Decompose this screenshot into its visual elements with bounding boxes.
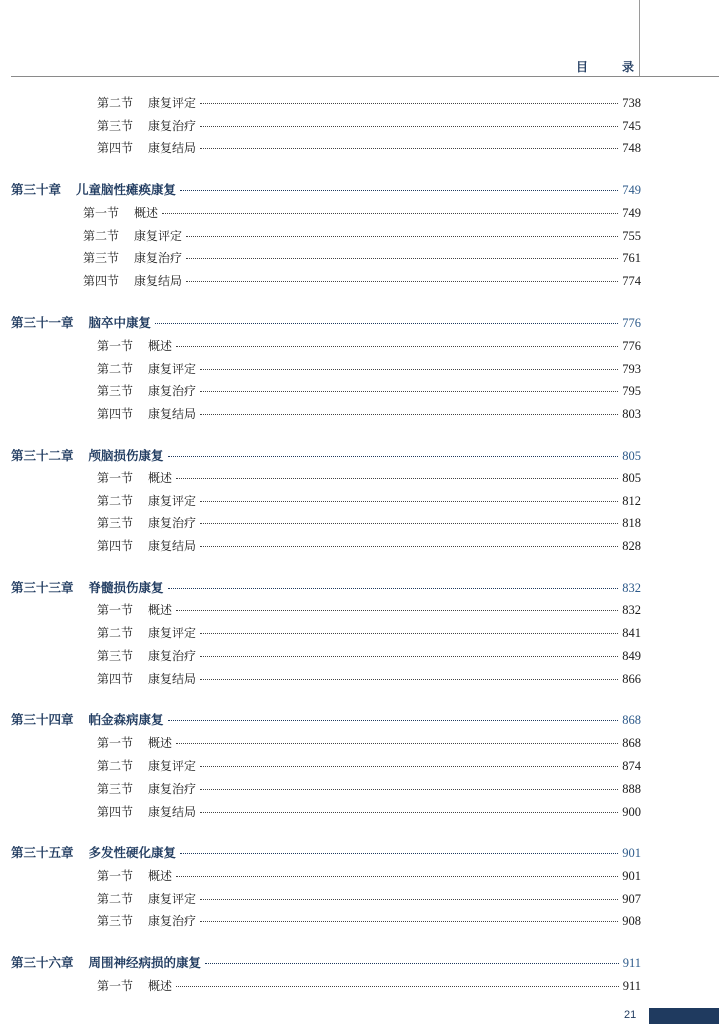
toc-entry-title: 概述 xyxy=(134,206,159,220)
leader-dots xyxy=(168,719,619,721)
toc-entry-page: 745 xyxy=(622,119,641,133)
toc-entry-title: 康复结局 xyxy=(148,407,197,421)
leader-dots xyxy=(200,102,618,104)
leader-dots xyxy=(200,920,618,922)
toc-entry-number: 第四节 xyxy=(97,539,134,553)
toc-entry-page: 841 xyxy=(622,626,641,640)
toc-entry-title: 概述 xyxy=(148,339,173,353)
toc-entry-page: 868 xyxy=(622,736,641,750)
toc-section-entry[interactable] xyxy=(97,600,641,620)
toc-entry-number: 第四节 xyxy=(97,141,134,155)
toc-chapter-entry[interactable] xyxy=(11,843,641,863)
toc-entry-number: 第三十二章 xyxy=(11,448,74,463)
toc-chapter-entry[interactable] xyxy=(11,446,641,466)
page-title xyxy=(576,58,634,75)
leader-dots xyxy=(180,189,618,191)
leader-dots xyxy=(200,632,618,634)
toc-entry-title: 康复评定 xyxy=(148,494,197,508)
leader-dots xyxy=(176,477,618,479)
toc-entry-number: 第一节 xyxy=(97,603,134,617)
toc-entry-title: 儿童脑性瘫痪康复 xyxy=(76,182,177,197)
toc-entry-number: 第三节 xyxy=(97,782,134,796)
toc-entry-page: 812 xyxy=(622,494,641,508)
toc-entry-page: 828 xyxy=(622,539,641,553)
header-horizontal-rule xyxy=(11,76,719,77)
toc-entry-page: 911 xyxy=(622,979,641,993)
toc-entry-number: 第三十章 xyxy=(11,182,62,197)
toc-section-entry[interactable] xyxy=(97,93,641,113)
toc-entry-number: 第三节 xyxy=(97,516,134,530)
leader-dots xyxy=(200,147,618,149)
toc-entry-page: 774 xyxy=(622,274,641,288)
toc-entry-number: 第四节 xyxy=(97,407,134,421)
toc-entry-title: 颅脑损伤康复 xyxy=(88,448,164,463)
leader-dots xyxy=(176,985,619,987)
toc-entry-title: 脊髓损伤康复 xyxy=(88,580,164,595)
toc-entry-page: 908 xyxy=(622,914,641,928)
leader-dots xyxy=(200,368,618,370)
leader-dots xyxy=(168,455,619,457)
toc-entry-number: 第四节 xyxy=(97,672,134,686)
toc-section-entry[interactable] xyxy=(97,381,641,401)
toc-entry-page: 901 xyxy=(622,869,641,883)
leader-dots xyxy=(200,125,618,127)
toc-entry-title: 康复结局 xyxy=(148,539,197,553)
leader-dots xyxy=(200,655,618,657)
toc-entry-number: 第三十三章 xyxy=(11,580,74,595)
toc-entry-title: 康复治疗 xyxy=(148,649,197,663)
toc-section-entry[interactable] xyxy=(97,802,641,822)
toc-entry-page: 795 xyxy=(622,384,641,398)
leader-dots xyxy=(200,522,618,524)
toc-entry-title: 康复治疗 xyxy=(148,516,197,530)
toc-entry-number: 第四节 xyxy=(83,274,120,288)
toc-entry-page: 832 xyxy=(622,581,641,595)
toc-entry-number: 第三节 xyxy=(97,119,134,133)
toc-entry-number: 第二节 xyxy=(97,892,134,906)
toc-entry-title: 康复治疗 xyxy=(134,251,183,265)
toc-chapter-entry[interactable] xyxy=(11,578,641,598)
toc-entry-number: 第一节 xyxy=(97,471,134,485)
toc-section-entry[interactable] xyxy=(97,911,641,931)
toc-chapter-entry[interactable] xyxy=(11,953,641,973)
toc-entry-title: 概述 xyxy=(148,736,173,750)
toc-entry-title: 概述 xyxy=(148,869,173,883)
toc-section-entry[interactable] xyxy=(97,359,641,379)
toc-entry-number: 第一节 xyxy=(97,869,134,883)
leader-dots xyxy=(200,811,618,813)
leader-dots xyxy=(200,788,618,790)
toc-entry-number: 第三节 xyxy=(83,251,120,265)
toc-entry-page: 738 xyxy=(622,96,641,110)
leader-dots xyxy=(168,587,619,589)
toc-entry-title: 康复评定 xyxy=(148,626,197,640)
toc-entry-page: 776 xyxy=(622,339,641,353)
toc-entry-page: 748 xyxy=(622,141,641,155)
toc-entry-number: 第二节 xyxy=(97,626,134,640)
leader-dots xyxy=(200,678,618,680)
toc-entry-page: 849 xyxy=(622,649,641,663)
toc-section-entry[interactable] xyxy=(83,271,641,291)
toc-entry-number: 第三十六章 xyxy=(11,955,74,970)
toc-entry-title: 康复结局 xyxy=(148,805,197,819)
toc-entry-number: 第三十四章 xyxy=(11,712,74,727)
toc-entry-page: 749 xyxy=(622,206,641,220)
toc-entry-number: 第三节 xyxy=(97,649,134,663)
toc-chapter-entry[interactable] xyxy=(11,180,641,200)
toc-section-entry[interactable] xyxy=(97,138,641,158)
toc-entry-number: 第一节 xyxy=(97,979,134,993)
leader-dots xyxy=(200,500,618,502)
toc-section-entry[interactable] xyxy=(97,646,641,666)
leader-dots xyxy=(186,280,618,282)
toc-entry-number: 第三节 xyxy=(97,384,134,398)
toc-section-entry[interactable] xyxy=(83,226,641,246)
toc-section-entry[interactable] xyxy=(97,513,641,533)
toc-entry-page: 911 xyxy=(622,956,641,970)
toc-section-entry[interactable] xyxy=(97,866,641,886)
toc-entry-title: 康复评定 xyxy=(148,892,197,906)
toc-section-entry[interactable] xyxy=(97,336,641,356)
leader-dots xyxy=(200,390,618,392)
toc-entry-number: 第二节 xyxy=(97,494,134,508)
toc-entry-title: 概述 xyxy=(148,471,173,485)
toc-entry-page: 818 xyxy=(622,516,641,530)
leader-dots xyxy=(186,235,618,237)
leader-dots xyxy=(200,898,618,900)
toc-entry-title: 脑卒中康复 xyxy=(88,315,152,330)
toc-section-entry[interactable] xyxy=(97,116,641,136)
toc-entry-title: 康复治疗 xyxy=(148,119,197,133)
toc-section-entry[interactable] xyxy=(97,733,641,753)
toc-entry-title: 康复评定 xyxy=(148,96,197,110)
page-title-char-1: 目 xyxy=(576,60,589,74)
leader-dots xyxy=(200,545,618,547)
toc-entry-page: 793 xyxy=(622,362,641,376)
toc-entry-page: 749 xyxy=(622,183,641,197)
toc-entry-title: 康复评定 xyxy=(148,759,197,773)
toc-entry-number: 第一节 xyxy=(97,339,134,353)
toc-chapter-entry[interactable] xyxy=(11,710,641,730)
toc-entry-number: 第三节 xyxy=(97,914,134,928)
toc-entry-number: 第一节 xyxy=(97,736,134,750)
toc-entry-number: 第四节 xyxy=(97,805,134,819)
toc-entry-page: 888 xyxy=(622,782,641,796)
toc-section-entry[interactable] xyxy=(83,248,641,268)
toc-entry-page: 868 xyxy=(622,713,641,727)
toc-entry-number: 第二节 xyxy=(83,229,120,243)
toc-entry-title: 康复治疗 xyxy=(148,384,197,398)
toc-section-entry[interactable] xyxy=(97,669,641,689)
toc-entry-title: 康复结局 xyxy=(148,672,197,686)
toc-entry-title: 康复结局 xyxy=(148,141,197,155)
toc-entry-page: 776 xyxy=(622,316,641,330)
toc-entry-page: 866 xyxy=(622,672,641,686)
toc-chapter-entry[interactable] xyxy=(11,313,641,333)
toc-section-entry[interactable] xyxy=(97,779,641,799)
leader-dots xyxy=(180,852,618,854)
toc-entry-number: 第三十五章 xyxy=(11,845,74,860)
toc-section-entry[interactable] xyxy=(97,756,641,776)
leader-dots xyxy=(176,742,618,744)
leader-dots xyxy=(205,962,619,964)
toc-entry-number: 第一节 xyxy=(83,206,120,220)
toc-entry-number: 第二节 xyxy=(97,759,134,773)
toc-entry-title: 多发性硬化康复 xyxy=(88,845,177,860)
page-number: 21 xyxy=(624,1009,637,1021)
toc-entry-number: 第三十一章 xyxy=(11,315,74,330)
leader-dots xyxy=(200,413,618,415)
page-title-char-2: 录 xyxy=(621,60,634,74)
toc-section-entry[interactable] xyxy=(97,491,641,511)
toc-section-entry[interactable] xyxy=(97,536,641,556)
leader-dots xyxy=(200,765,618,767)
toc-section-entry[interactable] xyxy=(83,203,641,223)
toc-entry-page: 805 xyxy=(622,449,641,463)
header-vertical-rule xyxy=(639,0,640,76)
footer-bar xyxy=(649,1008,719,1024)
leader-dots xyxy=(186,257,618,259)
toc-entry-title: 周围神经病损的康复 xyxy=(88,955,202,970)
toc-entry-page: 755 xyxy=(622,229,641,243)
toc-entry-title: 康复结局 xyxy=(134,274,183,288)
toc-entry-page: 901 xyxy=(622,846,641,860)
toc-section-entry[interactable] xyxy=(97,623,641,643)
leader-dots xyxy=(176,875,618,877)
toc-entry-page: 900 xyxy=(622,805,641,819)
toc-entry-title: 概述 xyxy=(148,979,173,993)
toc-entry-page: 874 xyxy=(622,759,641,773)
leader-dots xyxy=(176,345,618,347)
toc-entry-number: 第二节 xyxy=(97,96,134,110)
toc-entry-page: 907 xyxy=(622,892,641,906)
toc-entry-number: 第二节 xyxy=(97,362,134,376)
toc-entry-title: 康复评定 xyxy=(148,362,197,376)
toc-section-entry[interactable] xyxy=(97,404,641,424)
toc-entry-title: 康复治疗 xyxy=(148,914,197,928)
leader-dots xyxy=(155,322,618,324)
toc-entry-page: 805 xyxy=(622,471,641,485)
leader-dots xyxy=(176,609,618,611)
toc-entry-title: 帕金森病康复 xyxy=(88,712,164,727)
toc-entry-title: 概述 xyxy=(148,603,173,617)
toc-section-entry[interactable] xyxy=(97,976,641,996)
toc-section-entry[interactable] xyxy=(97,468,641,488)
toc-entry-title: 康复评定 xyxy=(134,229,183,243)
toc-section-entry[interactable] xyxy=(97,889,641,909)
leader-dots xyxy=(162,212,618,214)
toc-entry-page: 803 xyxy=(622,407,641,421)
toc-entry-page: 832 xyxy=(622,603,641,617)
toc-entry-title: 康复治疗 xyxy=(148,782,197,796)
toc-entry-page: 761 xyxy=(622,251,641,265)
